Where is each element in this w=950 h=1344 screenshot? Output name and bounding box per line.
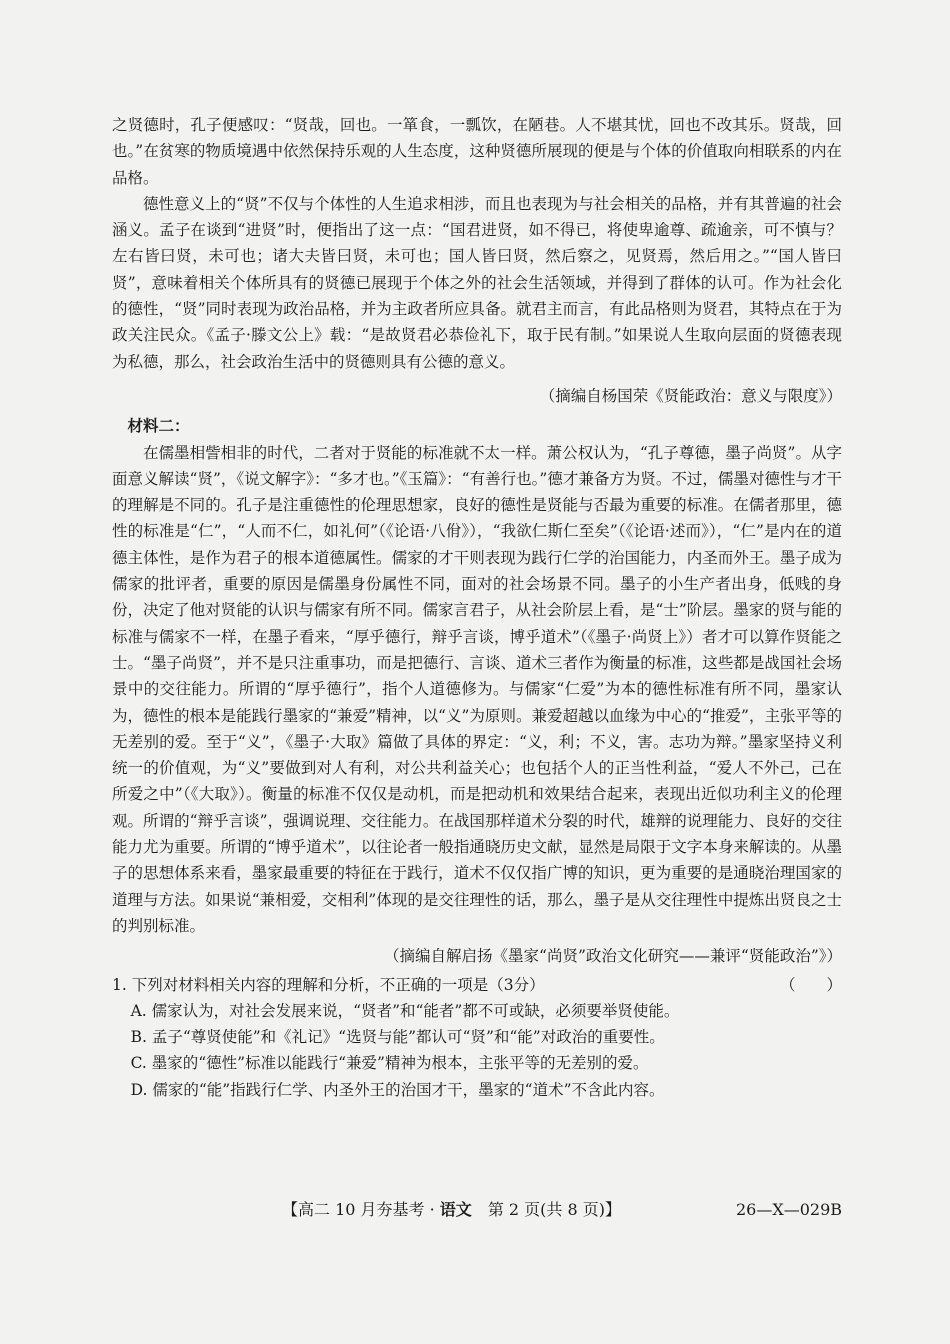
footer-subject: 语文 bbox=[439, 1200, 472, 1219]
exam-content bbox=[112, 112, 842, 1103]
option-b: B. 孟子“尊贤使能”和《礼记》“选贤与能”都认可“贤”和“能”对政治的重要性。 bbox=[130, 1028, 665, 1047]
source-citation-2: （摘编自解启扬《墨家“尚贤”政治文化研究——兼评“贤能政治”》） bbox=[384, 947, 842, 966]
question-1-stem-row bbox=[112, 972, 842, 998]
footer-exam-name: 【高二 10 月夯基考 · bbox=[282, 1200, 440, 1219]
footer-code: 26—X—029B bbox=[735, 1200, 842, 1219]
footer-exam-info bbox=[282, 1197, 621, 1223]
source-citation-1: （摘编自杨国荣《贤能政治：意义与限度》） bbox=[539, 386, 842, 405]
question-1 bbox=[112, 972, 842, 1103]
material-2-title: 材料二： bbox=[127, 416, 190, 436]
question-1-stem: 1. 下列对材料相关内容的理解和分析，不正确的一项是（3分） bbox=[112, 975, 545, 994]
option-d: D. 儒家的“能”指践行仁学、内圣外王的治国才干，墨家的“道术”不含此内容。 bbox=[130, 1080, 665, 1099]
paragraph-material-2: 在儒墨相訾相非的时代，二者对于贤能的标准就不太一样。萧公权认为，“孔子尊德，墨子尚贤”。从字面意义解读“贤”，《说文解字》：“多才也。”《玉篇》：“有善行也。”德才兼备方为贤。不过，儒墨对德性与才干的理解是不同的。孔子是注重德性的伦理思想家，良好的德性是贤能与否最为重要的标准。在儒者那里，德性的标准是“仁”，“人而不仁，如礼何”（《论语·八佾》），“我欲仁斯仁至矣”（《论语·述而》），“仁”是内在的道德主体性，是作为君子的根本道德属性。儒家的才干则表现为践行仁学的治国能力，内圣而外王。墨子成为儒家的批评者，重要的原因是儒墨身份属性不同，面对的社会场景不同。墨子的小生产者出身，低贱的身份，决定了他对贤能的认识与儒家有所不同。儒家言君子，从社会阶层上看，是“士”阶层。墨家的贤与能的标准与儒家不一样，在墨子看来，“厚乎德行，辩乎言谈，博乎道术”（《墨子·尚贤上》）者才可以算作贤能之士。“墨子尚贤”，并不是只注重事功，而是把德行、言谈、道术三者作为衡量的标准，这些都是战国社会场景中的交往能力。所谓的“厚乎德行”，指个人道德修为。与儒家“仁爱”为本的德性标准有所不同，墨家认为，德性的根本是能践行墨家的“兼爱”精神，以“义”为原则。兼爱超越以血缘为中心的“推爱”，主张平等的无差别的爱。至于“义”，《墨子·大取》篇做了具体的界定：“义，利；不义，害。志功为辩。”墨家坚持义利统一的价值观，为“义”要做到对人有利，对公共利益关心；也包括个人的正当性利益，“爱人不外己，己在所爱之中”（《大取》）。衡量的标准不仅仅是动机，而是把动机和效果结合起来，表现出近似功利主义的伦理观。所谓的“辩乎言谈”，强调说理、交往能力。在战国那样道术分裂的时代，雄辩的说理能力、良好的交往能力尤为重要。所谓的“博乎道术”，以往论者一般指通晓历史文献，显然是局限于文字本身来解读的。从墨子的思想体系来看，墨家最重要的特征在于践行，道术不仅仅指广博的知识，更为重要的是通晓治理国家的道理与方法。如果说“兼相爱，交相利”体现的是交往理性的话，那么，墨子是从交往理性中提炼出贤良之士的判别标准。 bbox=[112, 443, 842, 935]
option-a: A. 儒家认为，对社会发展来说，“贤者”和“能者”都不可或缺，必须要举贤使能。 bbox=[130, 1001, 680, 1020]
option-c: C. 墨家的“德性”标准以能践行“兼爱”精神为根本，主张平等的无差别的爱。 bbox=[130, 1054, 649, 1073]
footer-page-number: 第 2 页(共 8 页)】 bbox=[471, 1200, 622, 1219]
answer-bracket: （ ） bbox=[779, 975, 842, 994]
paragraph-continuation: 之贤德时，孔子便感叹：“贤哉，回也。一箪食，一瓢饮，在陋巷。人不堪其忧，回也不改其乐。贤哉，回也。”在贫寒的物质境遇中依然保持乐观的人生态度，这种贤德所展现的便是与个体的价值取向相联系的内在品格。 bbox=[112, 116, 842, 187]
paragraph-virtue: 德性意义上的“贤”不仅与个体性的人生追求相涉，而且也表现为与社会相关的品格，并有其普遍的社会涵义。孟子在谈到“进贤”时，便指出了这一点：“国君进贤，如不得已，将使卑逾尊、疏逾亲，可不慎与？左右皆曰贤，未可也；诸大夫皆曰贤，未可也；国人皆曰贤，然后察之，见贤焉，然后用之。”“国人皆曰贤”，意味着相关个体所具有的贤德已展现于个体之外的社会生活领域，并得到了群体的认可。作为社会化的德性，“贤”同时表现为政治品格，并为主政者所应具备。就君主而言，有此品格则为贤君，其特点在于为政关注民众。《孟子·滕文公上》载：“是故贤君必恭俭礼下，取于民有制。”如果说人生取向层面的贤德表现为私德，那么，社会政治生活中的贤德则具有公德的意义。 bbox=[112, 194, 842, 371]
